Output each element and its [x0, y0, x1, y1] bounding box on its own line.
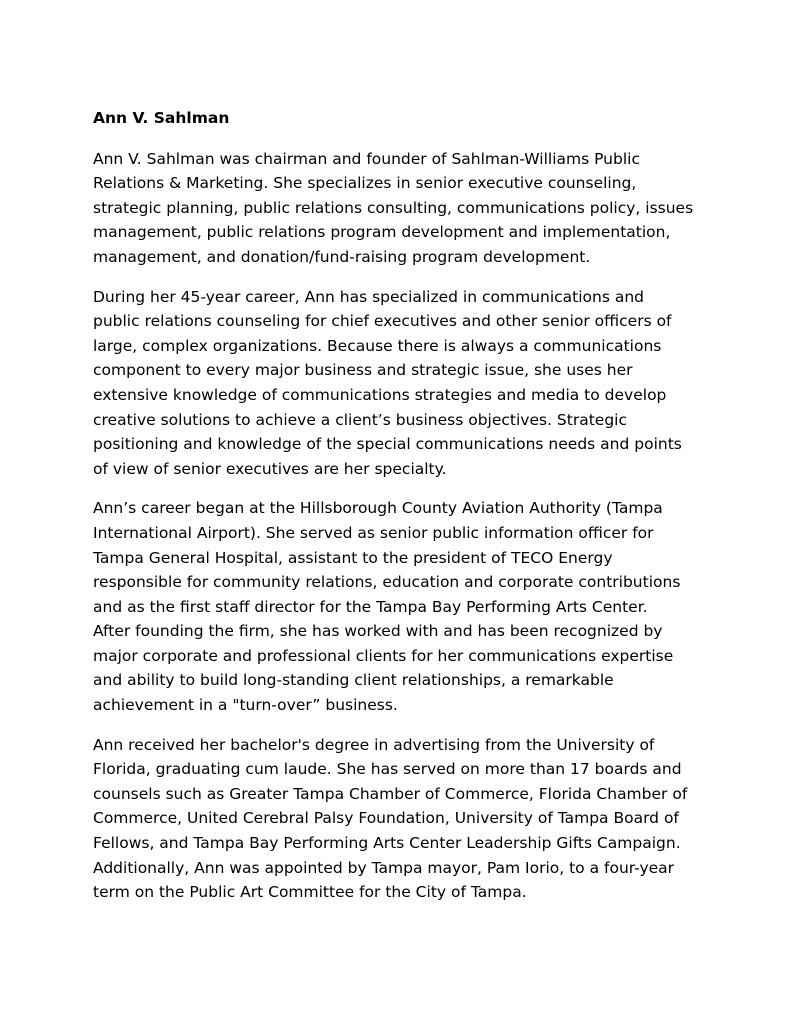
text-line: Fellows, and Tampa Bay Performing Arts Center Leadership Gifts Campaign.: [93, 834, 681, 853]
text-line: public relations counseling for chief executives and other senior officers of: [93, 312, 672, 331]
text-line: creative solutions to achieve a client’s business objectives. Strategic: [93, 410, 627, 429]
text-line: Ann V. Sahlman was chairman and founder of Sahlman-Williams Public: [93, 149, 640, 168]
text-line: After founding the firm, she has worked with and has been recognized by: [93, 622, 663, 641]
text-line: component to every major business and strategic issue, she uses her: [93, 361, 633, 380]
text-line: and as the first staff director for the Tampa Bay Performing Arts Center.: [93, 597, 648, 616]
bio-paragraph-1: [93, 147, 703, 270]
document-body: [93, 106, 703, 920]
text-line: responsible for community relations, education and corporate contributions: [93, 573, 681, 592]
text-line: positioning and knowledge of the special communications needs and points: [93, 435, 682, 454]
text-line: major corporate and professional clients for her communications expertise: [93, 646, 674, 665]
bio-paragraph-4: [93, 733, 703, 905]
text-line: of view of senior executives are her specialty.: [93, 459, 447, 478]
bio-paragraph-2: [93, 285, 703, 482]
bio-paragraph-3: [93, 496, 703, 717]
text-line: strategic planning, public relations consulting, communications policy, issues: [93, 198, 694, 217]
text-line: Additionally, Ann was appointed by Tampa mayor, Pam Iorio, to a four-year: [93, 858, 675, 877]
text-line: extensive knowledge of communications strategies and media to develop: [93, 385, 667, 404]
text-line: large, complex organizations. Because there is always a communications: [93, 336, 662, 355]
text-line: management, and donation/fund-raising program development.: [93, 247, 591, 266]
text-line: Florida, graduating cum laude. She has served on more than 17 boards and: [93, 760, 682, 779]
text-line: Ann received her bachelor's degree in advertising from the University of: [93, 735, 655, 754]
text-line: Commerce, United Cerebral Palsy Foundation, University of Tampa Board of: [93, 809, 679, 828]
text-line: Tampa General Hospital, assistant to the president of TECO Energy: [93, 548, 613, 567]
text-line: International Airport). She served as senior public information officer for: [93, 523, 654, 542]
bio-heading: Ann V. Sahlman: [93, 109, 230, 127]
text-line: achievement in a "turn-over” business.: [93, 696, 398, 715]
text-line: Ann’s career began at the Hillsborough County Aviation Authority (Tampa: [93, 499, 663, 518]
text-line: management, public relations program development and implementation,: [93, 223, 671, 242]
text-line: term on the Public Art Committee for the City of Tampa.: [93, 883, 527, 902]
text-line: During her 45-year career, Ann has specialized in communications and: [93, 287, 645, 306]
text-line: Relations & Marketing. She specializes in senior executive counseling,: [93, 174, 637, 193]
text-line: and ability to build long-standing client relationships, a remarkable: [93, 671, 614, 690]
text-line: counsels such as Greater Tampa Chamber of Commerce, Florida Chamber of: [93, 784, 688, 803]
